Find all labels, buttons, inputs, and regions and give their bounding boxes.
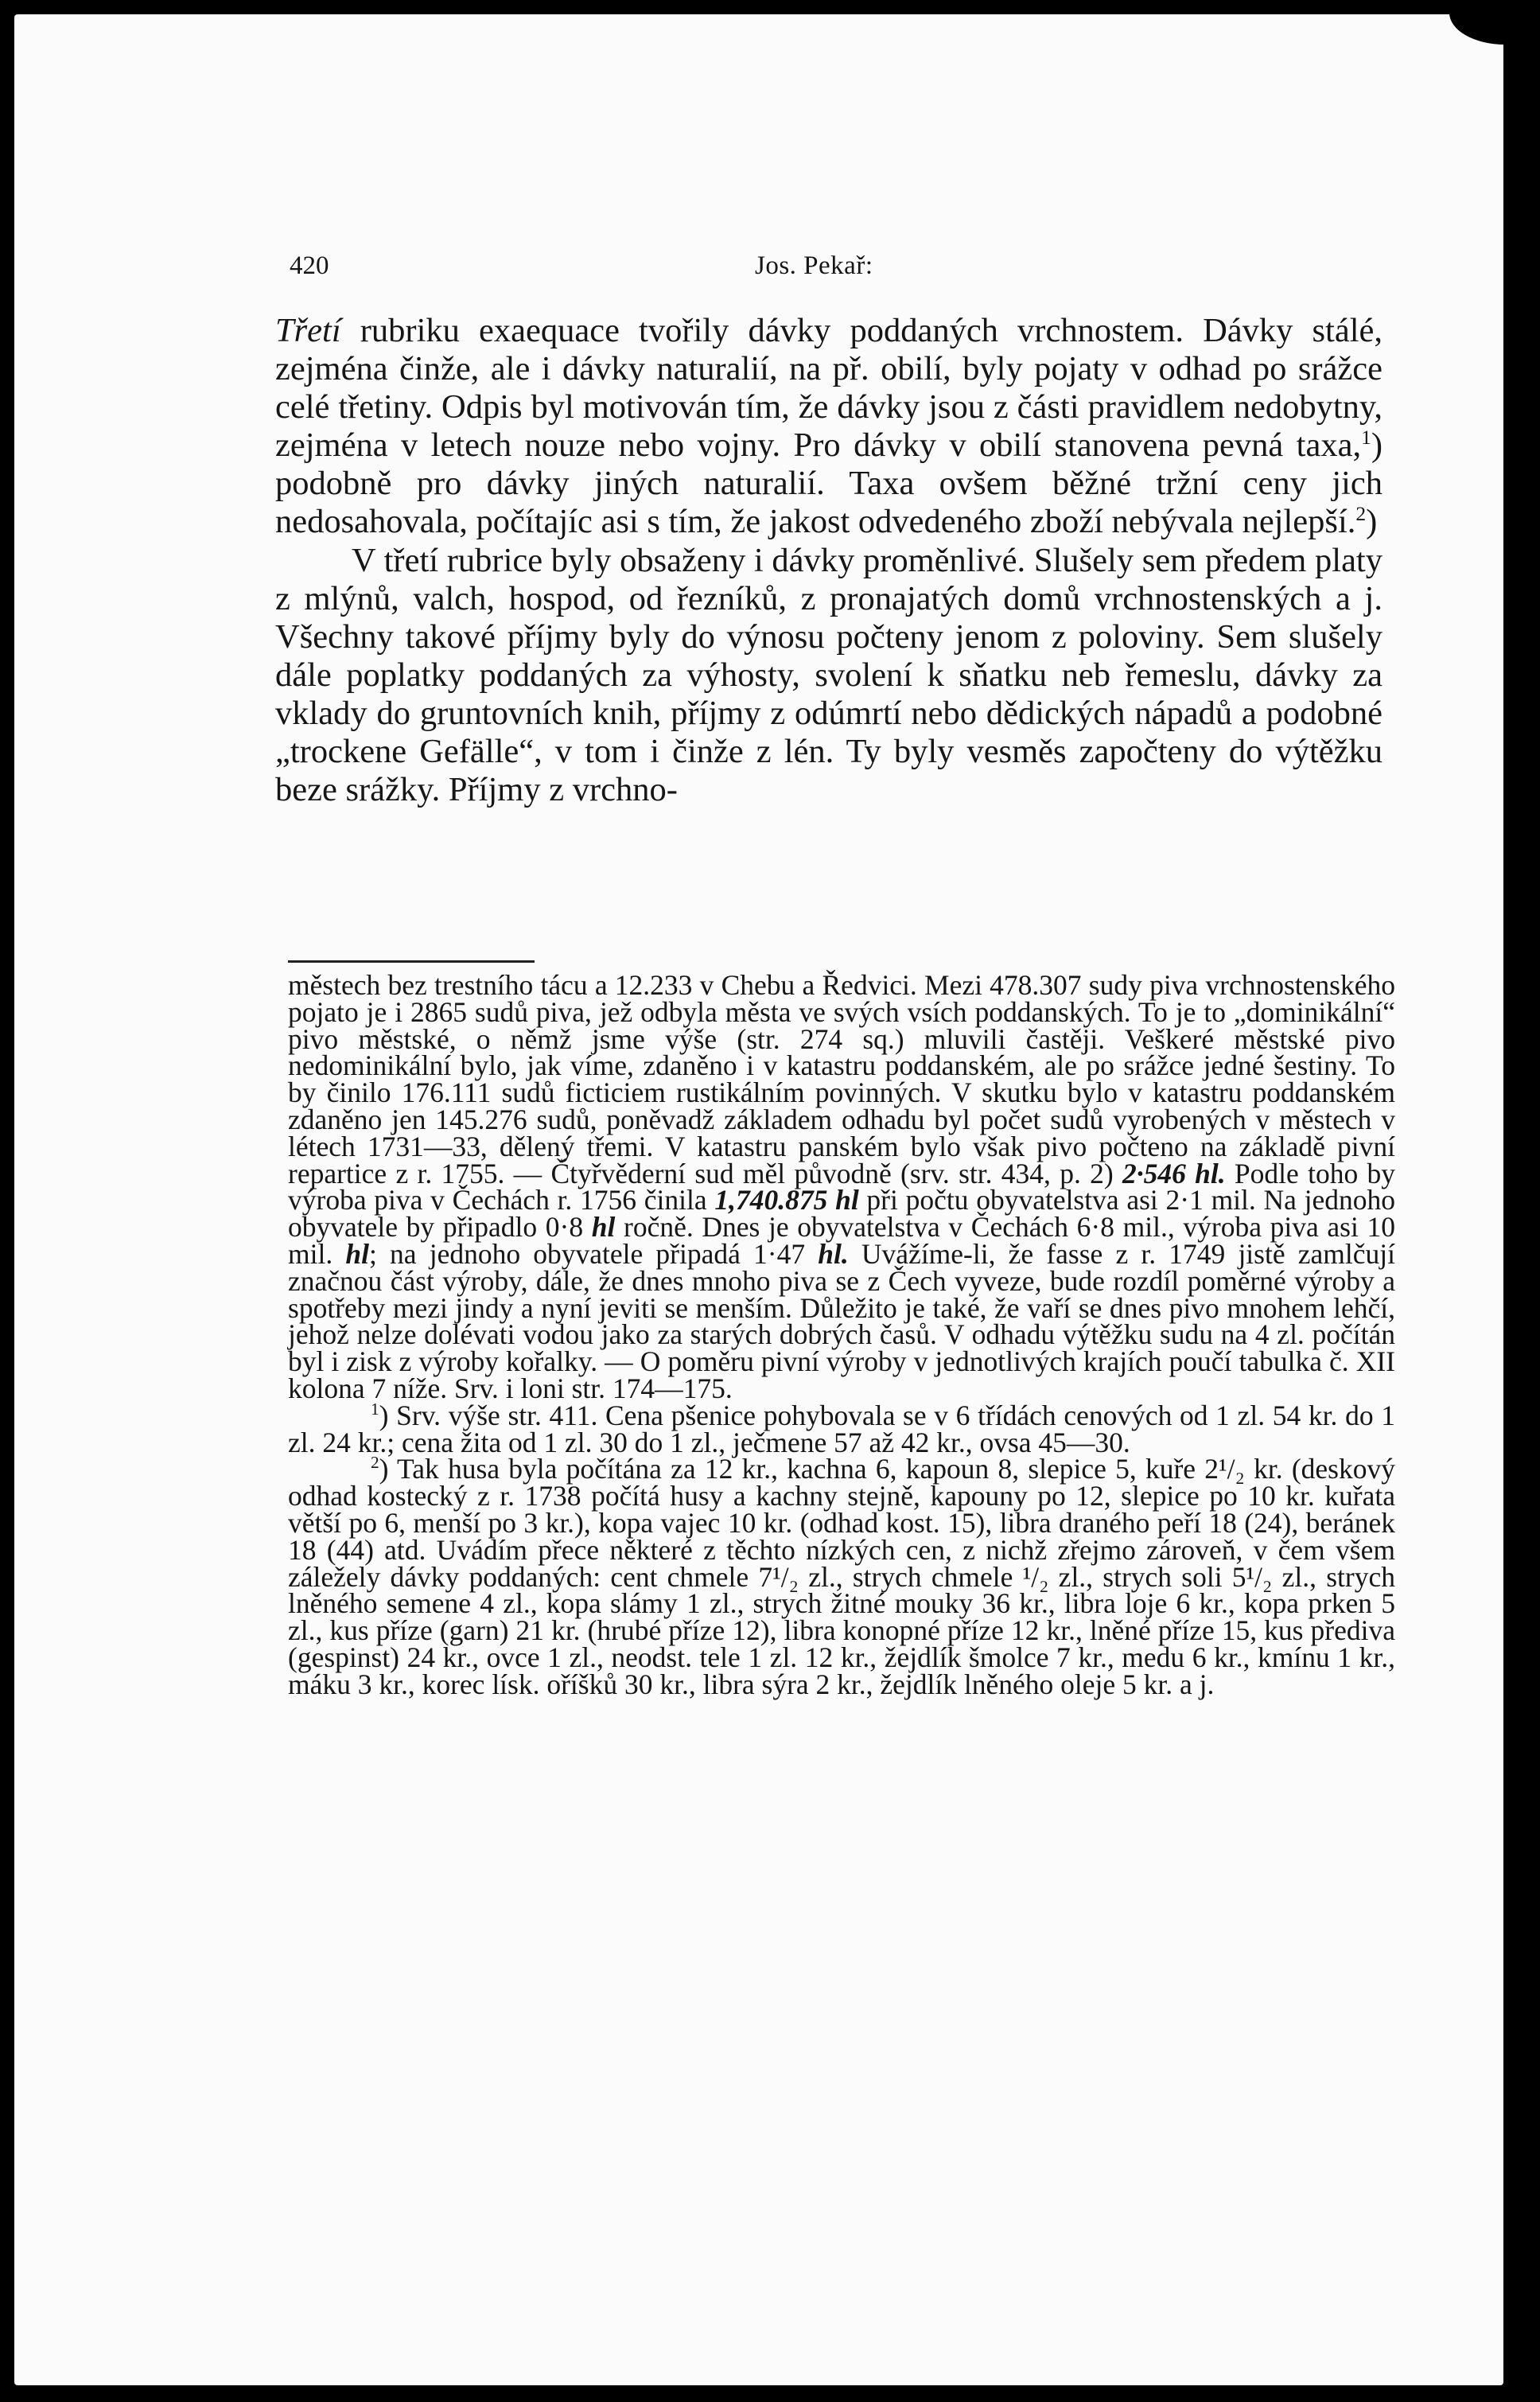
running-title: Jos. Pekař: — [755, 251, 873, 280]
footnotes — [288, 969, 1396, 1700]
footnote-ref-2: 2 — [1355, 502, 1367, 526]
footnote-2: $^2$) Tak husa byla počítána za 12 kr., kachna 6, kapoun 8, slepice 5, kuře 2¹/₂ kr. (deskový odhad kostecký z r. 1738 počítá husy a kachny stejně, kapouny po 12, slepice po 10 kr. kuřata větší po 6, menší po 3 kr.), kopa vajec 10 kr. (odhad kost. 15), libra draného peří 18 (24), beránek 18 (44) atd. Uvádím přece některé z těchto nízkých cen, z nichž zřejmo zároveň, v čem všem záležely dávky poddaných: cent chmele 7¹/₂ zl., strych chmele ¹/₂ zl., strych soli 5¹/₂ zl., strych lněného semene 4 zl., kopa slámy 1 zl., strych žitné mouky 36 kr., libra loje 6 kr., kopa prken 5 zl., kus příze (garn) 21 kr. (hrubé příze 12), libra konopné příze 12 kr., lněné příze 15, kus přediva (gespinst) 24 kr., ovce 1 zl., neodst. tele 1 zl. 12 kr., žejdlík šmolce 7 kr., medu 6 kr., kmínu 1 kr., máku 3 kr., korec lísk. oříšků 30 kr., libra sýra 2 kr., žejdlík lněného oleje 5 kr. a j. — [288, 1453, 1395, 1700]
paragraph-1-lead: Třetí — [275, 312, 341, 349]
main-text — [275, 312, 1382, 809]
page-header — [290, 251, 1397, 286]
footnote-continuation: městech bez trestního tácu a 12.233 v Chebu a Ředvici. Mezi 478.307 sudy piva vrchnostenského pojato je i 2865 sudů piva, jež odbyla města ve svých vsích poddanských. To je to „dominikální“ pivo městské, o němž jsme výše (str. 274 sq.) mluvili častěji. Veškeré městské pivo nedominikální bylo, jak víme, zdaněno i v katastru poddanském, ale po srážce jedné šestiny. To by činilo 176.111 sudů ficticiem rustikálním povinných. V skutku bylo v katastru poddanském zdaněno jen 145.276 sudů, poněvadž základem odhadu byl počet sudů vyrobených v městech v létech 1731—33, dělený třemi. V katastru panském bylo však pivo počteno na základě pivní repartice z r. 1755. — Čtyřvěderní sud měl původně (srv. str. 434, p. 2) 2·546 hl. Podle toho by výroba piva v Čechách r. 1756 činila 1,740.875 hl při počtu obyvatelstva asi 2·1 mil. Na jednoho obyvatele by připadlo 0·8 hl ročně. Dnes je obyvatelstva v Čechách 6·8 mil., výroba piva asi 10 mil. hl; na jednoho obyvatele připadá 1·47 hl. Uvážíme-li, že fasse z r. 1749 jistě zamlčují značnou část výroby, dále, že dnes mnoho piva se z Čech vyveze, bude rozdíl poměrné výroby a spotřeby mezi jindy a nyní jeviti se menším. Důležito je také, že vaří se dnes pivo mnohem lehčí, jehož nelze dolévati vodou jako za starých dobrých časů. V odhadu výtěžku sudu na 4 zl. počítán byl i zisk z výroby kořalky. — O poměru pivní výroby v jednotlivých krajích poučí tabulka č. XII kolona 7 níže. Srv. i loni str. 174—175. — [288, 969, 1396, 1404]
paragraph-2: V třetí rubrice byly obsaženy i dávky proměnlivé. Slušely sem předem platy z mlýnů, valch, hospod, od řezníků, z pronajatých domů vrchnostenských a j. Všechny takové příjmy byly do výnosu počteny jenom z poloviny. Sem slušely dále poplatky poddaných za výhosty, svolení k sňatku neb řemeslu, dávky za vklady do gruntovních knih, příjmy z odúmrtí nebo dědických nápadů a podobné „trockene Gefälle“, v tom i činže z lén. Ty byly vesměs započteny do výtěžku beze srážky. Příjmy z vrchno- — [275, 541, 1382, 809]
footnote-divider — [288, 960, 535, 963]
footnote-1-mark: 1 — [371, 1399, 379, 1419]
footnote-2-mark: 2 — [371, 1453, 379, 1473]
footnote-ref-1: 1 — [1361, 426, 1371, 450]
paragraph-1: Třetí rubriku exaequace tvořily dávky poddaných vrchnostem. Dávky stálé, zejména činže, ale i dávky naturalií, na př. obilí, byly pojaty v odhad po srážce celé třetiny. Odpis byl motivován tím, že dávky jsou z části pravidlem nedobytny, zejména v letech nouze nebo vojny. Pro dávky v obilí stanovena pevná taxa,$^1$) podobně pro dávky jiných naturalií. Taxa ovšem běžné tržní ceny jich nedosahovala, počítajíc asi s tím, že jakost odvedeného zboží nebývala nejlepší.$^2$) — [275, 312, 1382, 541]
footnote-1: $^1$) Srv. výše str. 411. Cena pšenice pohybovala se v 6 třídách cenových od 1 zl. 54 kr. do 1 zl. 24 kr.; cena žita od 1 zl. 30 do 1 zl., ječmene 57 až 42 kr., ovsa 45—30. — [288, 1399, 1395, 1458]
page-number: 420 — [290, 251, 329, 280]
